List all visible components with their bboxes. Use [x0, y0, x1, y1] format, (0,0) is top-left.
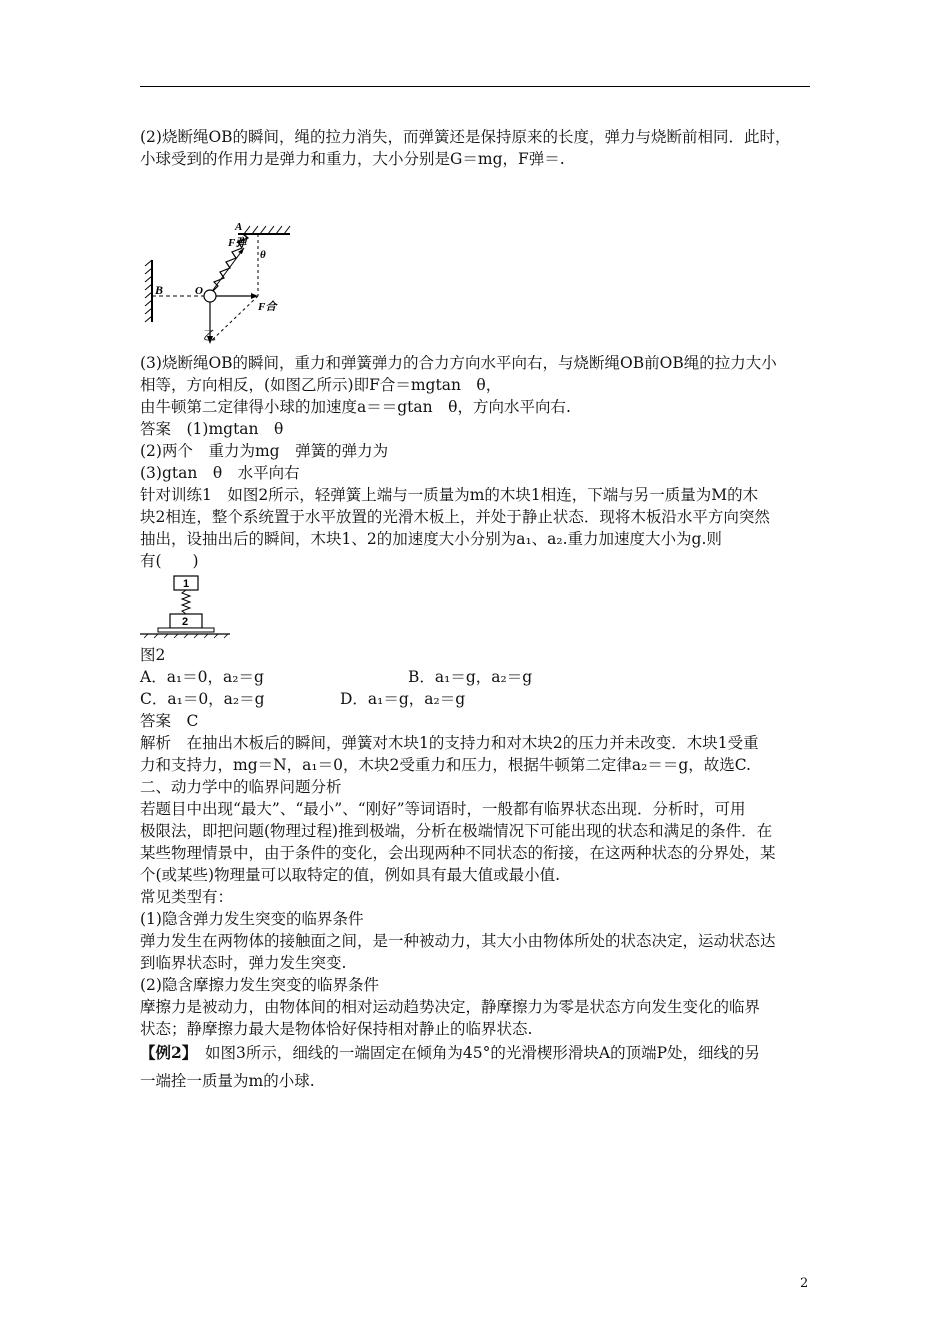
spring-blocks-diagram [140, 574, 230, 640]
label-o: O [195, 285, 203, 297]
paragraph: 摩擦力是被动力，由物体间的相对运动趋势决定，静摩擦力为零是状态方向发生变化的临界 [140, 998, 761, 1016]
option-b: B．a₁＝g，a₂＝g [408, 668, 533, 686]
board [158, 628, 214, 632]
question-line: 抽出，设抽出后的瞬间，木块1、2的加速度大小分别为a₁、a₂.重力加速度大小为g.则 [140, 530, 722, 548]
answer-line: (2)两个 重力为mg 弹簧的弹力为 [140, 442, 389, 460]
option-a: A．a₁＝0，a₂＝g [140, 668, 264, 686]
spring-small [182, 590, 190, 614]
paragraph: 弹力发生在两物体的接触面之间，是一种被动力，其大小由物体所处的状态决定，运动状态达 [140, 932, 776, 950]
figure-2 [140, 574, 812, 640]
question-line: 针对训练1 如图2所示，轻弹簧上端与一质量为m的木块1相连，下端与另一质量为M的木 [140, 486, 759, 504]
paragraph: 相等，方向相反，(如图乙所示)即F合＝mgtan θ， [140, 376, 502, 394]
figure-caption: 乙 [203, 329, 217, 344]
example-line [140, 1042, 812, 1064]
paragraph: 极限法，即把问题(物理过程)推到极端，分析在极端情况下可能出现的状态和满足的条件．在 [140, 822, 773, 840]
explanation-line: 力和支持力，mg＝N，a₁＝0，木块2受重力和压力，根据牛顿第二定律a₂＝＝g，故选C. [140, 756, 751, 774]
ceiling-hatch [244, 226, 290, 234]
paragraph: (3)烧断绳OB的瞬间，重力和弹簧弹力的合力方向水平向右，与烧断绳OB前OB绳的拉力大小 [140, 354, 777, 372]
answer-line: (3)gtan θ 水平向右 [140, 464, 300, 482]
block-1-label: 1 [183, 578, 190, 590]
paragraph: 若题目中出现“最大”、“最小”、“刚好”等词语时，一般都有临界状态出现．分析时，可用 [140, 800, 746, 818]
section-title: 二、动力学中的临界问题分析 [140, 778, 342, 796]
paragraph: (2)隐含摩擦力发生突变的临界条件 [140, 976, 379, 994]
paragraph: 状态；静摩擦力最大是物体恰好保持相对静止的临界状态. [140, 1020, 533, 1038]
paragraph: 某些物理情景中，由于条件的变化，会出现两种不同状态的衔接，在这两种状态的分界处，某 [140, 844, 776, 862]
page-number: 2 [800, 1276, 809, 1291]
figure-caption: 图2 [140, 646, 166, 664]
label-a: A [235, 221, 243, 233]
label-theta: θ [260, 249, 266, 261]
option-d: D．a₁＝g，a₂＝g [340, 690, 466, 708]
paragraph: 由牛顿第二定律得小球的加速度a＝＝gtan θ，方向水平向右. [140, 398, 571, 416]
parallelogram-dashed [210, 296, 258, 342]
f-spring-arrow [210, 248, 244, 294]
example-tag: 【例2】 [140, 1043, 190, 1062]
example-line: 一端拴一质量为m的小球. [140, 1072, 315, 1090]
label-f-he: F合 [258, 301, 277, 313]
question-line: 块2相连，整个系统置于水平放置的光滑木板上，并处于静止状态．现将木板沿水平方向突然 [140, 508, 770, 526]
paragraph: (1)隐含弹力发生突变的临界条件 [140, 910, 364, 928]
header-rule [140, 86, 810, 87]
paragraph: 小球受到的作用力是弹力和重力，大小分别是G＝mg，F弹＝. [140, 150, 565, 168]
ball-o [204, 290, 216, 302]
f-he-arrowhead [251, 293, 258, 299]
paragraph: (2)烧断绳OB的瞬间，绳的拉力消失，而弹簧还是保持原来的长度，弹力与烧断前相同．此时， [140, 128, 791, 146]
figure-yi [140, 174, 812, 350]
question-line: 有( ) [140, 552, 199, 570]
paragraph: 常见类型有： [140, 888, 234, 906]
answer-line: 答案 (1)mgtan θ [140, 420, 284, 438]
paragraph: 个(或某些)物理量可以取特定的值，例如具有最大值或最小值. [140, 866, 561, 884]
options-row-2 [140, 688, 812, 710]
label-f-tan: F弹 [228, 237, 247, 249]
force-diagram [140, 174, 340, 350]
answer-line: 答案 C [140, 712, 199, 730]
example-text: 如图3所示，细线的一端固定在倾角为45°的光滑楔形滑块A的顶端P处，细线的另 [189, 1044, 761, 1062]
options-row-1 [140, 666, 812, 688]
paragraph: 到临界状态时，弹力发生突变. [140, 954, 347, 972]
wall-hatch [145, 260, 152, 322]
explanation-line: 解析 在抽出木板后的瞬间，弹簧对木块1的支持力和对木块2的压力并未改变．木块1受重 [140, 734, 759, 752]
block-2-label: 2 [182, 616, 189, 628]
option-c: C．a₁＝0，a₂＝g [140, 690, 265, 708]
label-b: B [155, 283, 164, 297]
page-content [140, 126, 812, 1092]
